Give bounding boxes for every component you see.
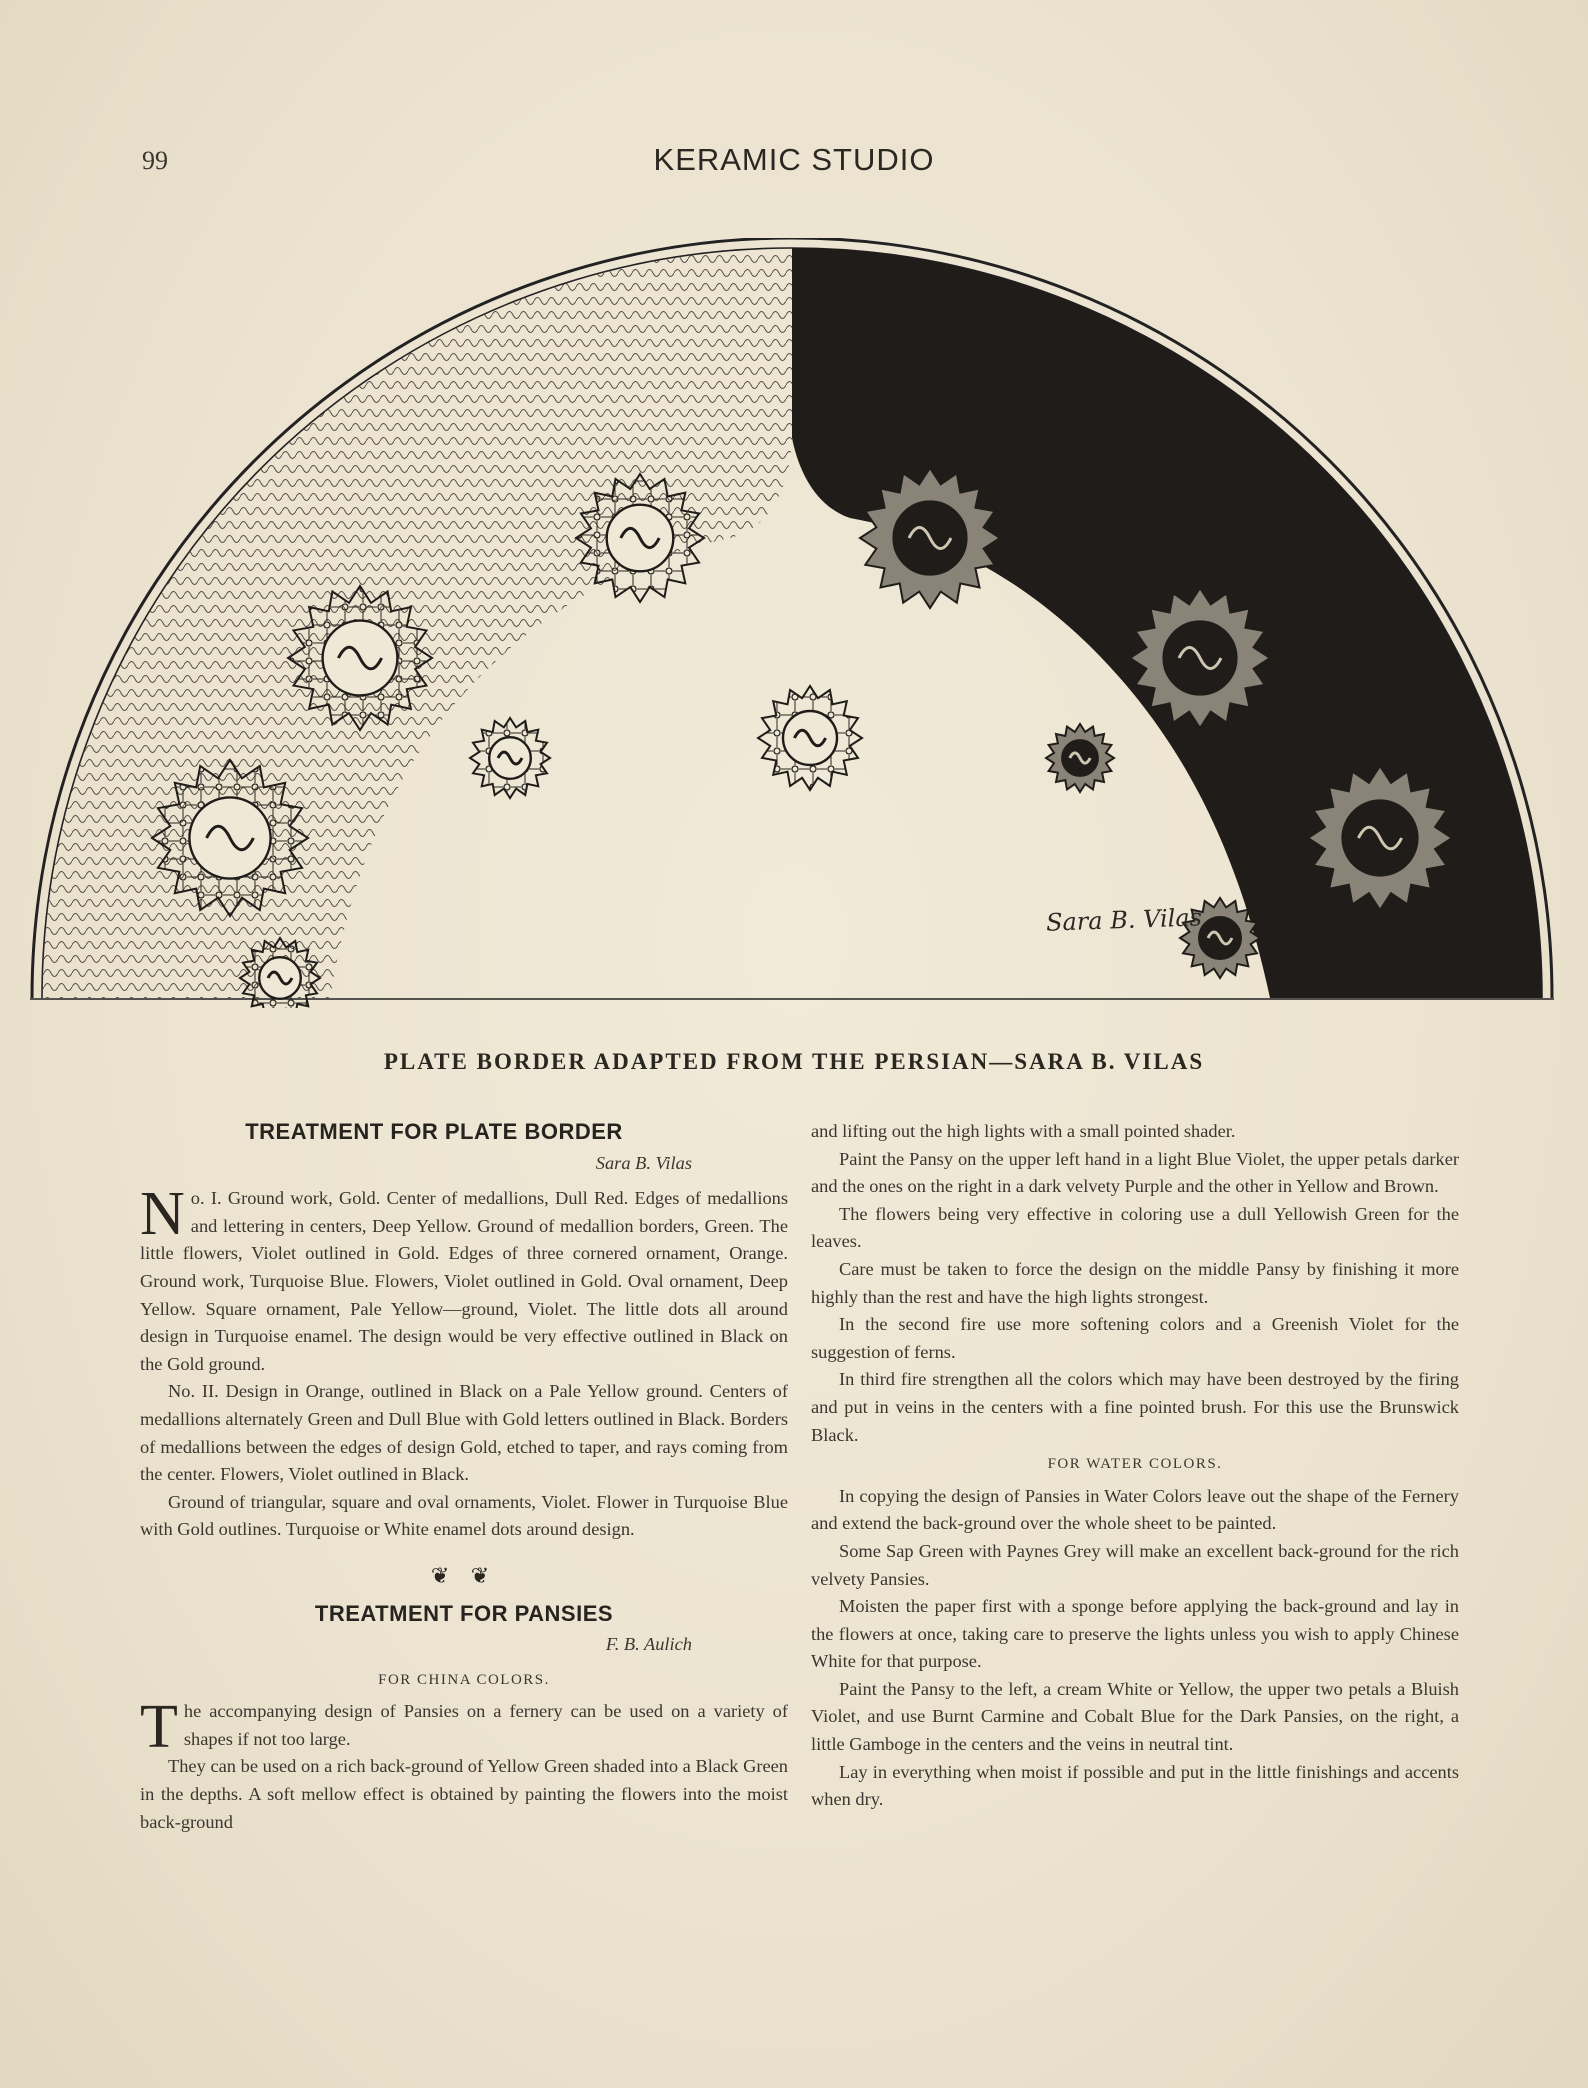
medallion-ornament (152, 760, 308, 916)
paragraph: The accompanying design of Pansies on a fernery can be used on a variety of shapes if not too large. (140, 1693, 788, 1762)
paragraph: In third fire strengthen all the colors which may have been destroyed by the firing and put in veins in the centers with a fine pointed brush. For this use the Brunswick Black. (811, 1369, 1459, 1445)
byline-vilas: Sara B. Vilas (595, 1152, 692, 1173)
medallion-ornament (288, 586, 432, 730)
paragraph: Some Sap Green with Paynes Grey will make an excellent back-ground for the rich velvety Pansies. (811, 1540, 1459, 1589)
medallion-ornament (758, 686, 862, 790)
medallion-ornament (576, 474, 704, 602)
paragraph: and lifting out the high lights with a small pointed shader. (811, 1121, 1236, 1141)
drop-cap: T (140, 1693, 178, 1762)
fleuron-ornament: ❦ ❦ (430, 1562, 498, 1588)
paragraph: Moisten the paper first with a sponge before applying the back-ground and lay in the flowers at once, taking care to preserve the lights unless you wish to apply Chinese White for that purpose. (811, 1596, 1459, 1672)
article-heading-pansies: TREATMENT FOR PANSIES (314, 1600, 614, 1626)
article-heading-plate-border: TREATMENT FOR PLATE BORDER (245, 1119, 623, 1144)
running-head: KERAMIC STUDIO (653, 142, 935, 177)
paragraph: Care must be taken to force the design on the middle Pansy by finishing it more highly than the rest and have the high lights strongest. (811, 1258, 1459, 1307)
paragraph: No. I. Ground work, Gold. Center of medallions, Dull Red. Edges of medallions and lettering in centers, Deep Yellow. Ground of medallion borders, Green. The little flowers, Violet outlined in Gold. Edges of three cornered ornament, Orange. Ground work, Turquoise Blue. Flowers, Violet outlined in Gold. Oval ornament, Deep Yellow. Square ornament, Pale Yellow—ground, Violet. The little dots all around design in Turquoise enamel. The design would be very effective outlined in Black on the Gold ground. (140, 1180, 788, 1374)
light-ground-panel (42, 248, 792, 998)
figure-caption: PLATE BORDER ADAPTED FROM THE PERSIAN—SARA B. VILAS (383, 1049, 1205, 1074)
paragraph: In copying the design of Pansies in Water Colors leave out the shape of the Fernery and extend the back-ground over the whole sheet to be painted. (811, 1485, 1459, 1534)
paragraph: They can be used on a rich back-ground of Yellow Green shaded into a Black Green in the depths. A soft mellow effect is obtained by painting the flowers into the moist back-ground (140, 1756, 788, 1832)
paragraph: No. II. Design in Orange, outlined in Black on a Pale Yellow ground. Centers of medallions alternately Green and Dull Blue with Gold letters outlined in Black. Borders of medallions between the edges of design Gold, etched to taper, and rays coming from the center. Flowers, Violet outlined in Black. (140, 1381, 788, 1485)
medallion-ornament (1130, 588, 1270, 728)
paragraph: Ground of triangular, square and oval ornaments, Violet. Flower in Turquoise Blue with Gold outlines. Turquoise or White enamel dots around design. (140, 1491, 788, 1540)
paragraph: Paint the Pansy on the upper left hand in a light Blue Violet, the upper petals darker and the ones on the right in a dark velvety Purple and the other in Yellow and Brown. (811, 1148, 1459, 1197)
plate-border-illustration (30, 238, 1554, 1008)
page-number: 99 (142, 146, 168, 175)
medallion-ornament (470, 718, 550, 798)
paragraph: Lay in everything when moist if possible and put in the little finishings and accents when dry. (811, 1761, 1459, 1810)
medallion-ornament (860, 468, 1000, 608)
byline-aulich: F. B. Aulich (605, 1634, 692, 1655)
subhead-china-colors: FOR CHINA COLORS. (378, 1671, 550, 1688)
paragraph: Paint the Pansy to the left, a cream White or Yellow, the upper two petals a Bluish Violet, and use Burnt Carmine and Cobalt Blue for the Dark Pansies, on the right, a little Gamboge in the centers and the veins in neutral tint. (811, 1678, 1459, 1755)
left-column (140, 1118, 788, 1836)
right-column (811, 1118, 1459, 1814)
drop-cap: N (140, 1180, 185, 1249)
paragraph: The flowers being very effective in coloring use a dull Yellowish Green for the leaves. (811, 1203, 1459, 1252)
artist-signature: Sara B. Vilas (1045, 903, 1203, 937)
subhead-water-colors: FOR WATER COLORS. (1047, 1456, 1223, 1473)
plate-border-drawing (30, 238, 1554, 1008)
medallion-ornament (1308, 766, 1452, 910)
paragraph: In the second fire use more softening colors and a Greenish Violet for the suggestion of ferns. (811, 1314, 1459, 1362)
medallion-ornament (1046, 724, 1114, 792)
